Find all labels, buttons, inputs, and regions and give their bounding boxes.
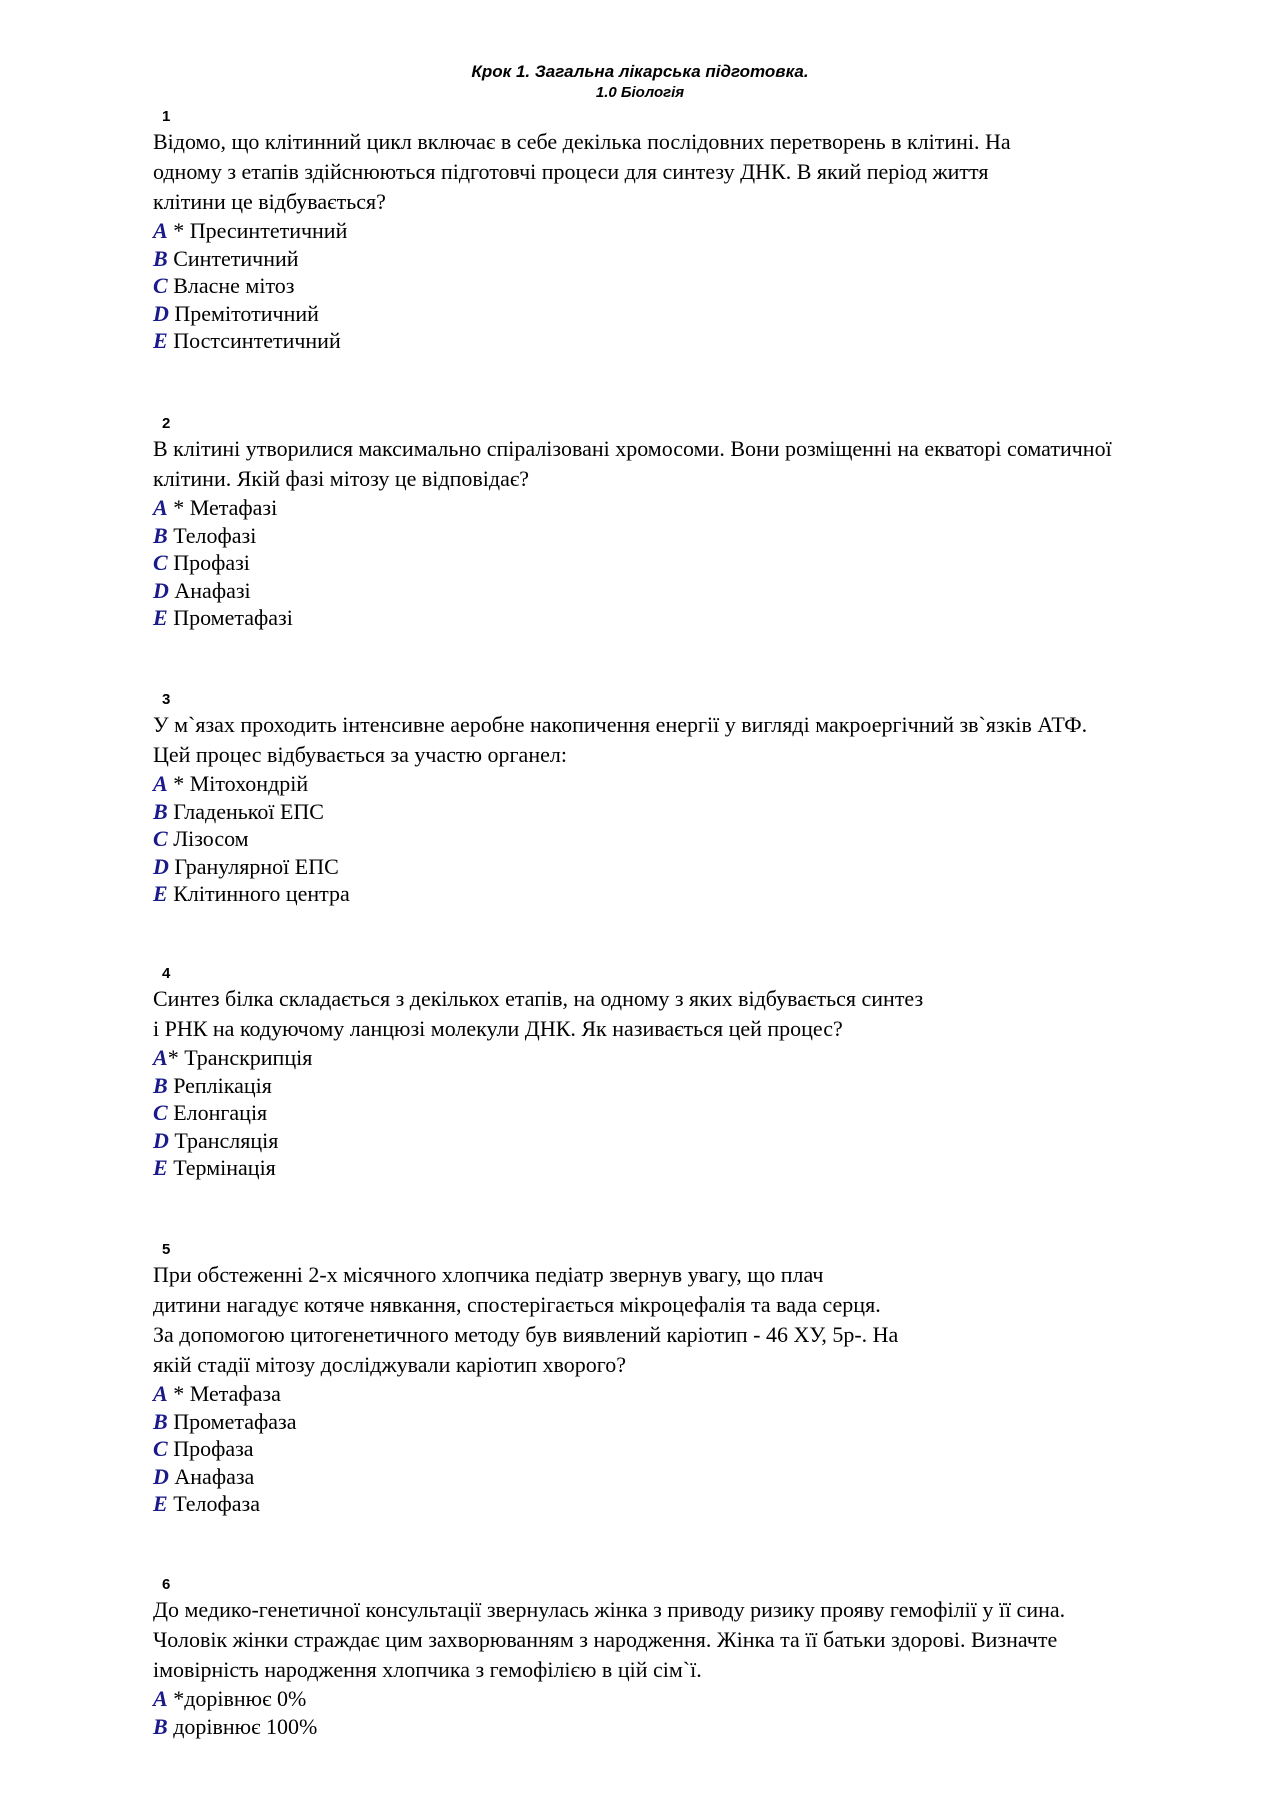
question-number: 5 <box>162 1241 171 1258</box>
answer-option-text: * Транскрипція <box>167 1045 313 1070</box>
answer-option <box>153 770 1233 798</box>
question-text-line: Відомо, що клітинний цикл включає в себе декілька послідовних перетворень в клітині. На <box>153 129 1011 154</box>
answer-option-text: дорівнює 100% <box>167 1713 318 1739</box>
answer-option <box>153 1099 1233 1127</box>
question-text-line: клітини. Якій фазі мітозу це відповідає? <box>153 466 530 491</box>
answer-option-text: Власне мітоз <box>167 273 295 298</box>
answer-option-text: Телофаза <box>167 1491 261 1516</box>
question-number: 3 <box>162 691 171 708</box>
document-subtitle: 1.0 Біологія <box>595 84 685 101</box>
question-block <box>153 1240 1233 1518</box>
answer-option-letter: C <box>153 826 168 851</box>
answer-option-letter: D <box>153 1463 169 1489</box>
answer-option-letter: B <box>153 1072 168 1098</box>
question-block <box>153 964 1233 1182</box>
question-block <box>153 107 1233 355</box>
answer-option-letter: A <box>153 1045 168 1070</box>
answer-option-text: * Метафаза <box>167 1381 281 1406</box>
answer-option-text: Профаза <box>167 1436 254 1461</box>
question-text-line: Цей процес відбувається за участю органел: <box>153 742 567 767</box>
answer-option <box>153 880 1233 908</box>
answer-option <box>153 245 1233 273</box>
question-number: 4 <box>162 965 171 982</box>
answer-option-letter: A <box>153 1381 168 1406</box>
answer-option-letter: D <box>153 1127 169 1153</box>
answer-option <box>153 1154 1233 1182</box>
answer-option-text: Анафазі <box>168 577 251 603</box>
answer-option <box>153 1463 1233 1491</box>
answer-option-text: Реплікація <box>167 1072 272 1098</box>
question-text <box>153 710 1233 770</box>
question-text-line: якій стадії мітозу досліджували каріотип хворого? <box>153 1352 626 1377</box>
question-text-line: В клітині утворилися максимально спіралізовані хромосоми. Вони розміщенні на екваторі соматичної <box>153 436 1112 461</box>
question-number: 6 <box>162 1576 171 1593</box>
question-block <box>153 690 1233 908</box>
question-text-line: При обстеженні 2-х місячного хлопчика педіатр звернув увагу, що плач <box>153 1262 824 1287</box>
question-text <box>153 1260 1233 1380</box>
answer-option-letter: B <box>153 245 168 271</box>
answer-option-letter: A <box>153 771 168 796</box>
question-text-line: До медико-генетичної консультації звернулась жінка з приводу ризику прояву гемофілії у її сина. <box>153 1597 1066 1622</box>
question-text-line: Чоловік жінки страждає цим захворюванням з народження. Жінка та її батьки здорові. Визначте <box>153 1627 1058 1652</box>
answer-option <box>153 825 1233 853</box>
answer-option <box>153 522 1233 550</box>
question-text-line: За допомогою цитогенетичного методу був виявлений каріотип - 46 ХУ, 5р-. На <box>153 1322 899 1347</box>
answer-option-letter: C <box>153 1100 168 1125</box>
answer-option-letter: A <box>153 1686 168 1711</box>
answer-option <box>153 1490 1233 1518</box>
answer-option-letter: C <box>153 1436 168 1461</box>
question-text-line: і РНК на кодуючому ланцюзі молекули ДНК. Як називається цей процес? <box>153 1016 843 1041</box>
answer-option-letter: A <box>153 495 168 520</box>
question-block <box>153 414 1233 632</box>
answer-option-text: *дорівнює 0% <box>167 1686 307 1711</box>
answer-option-letter: E <box>153 328 168 353</box>
answer-option <box>153 1380 1233 1408</box>
answer-option <box>153 549 1233 577</box>
answer-option-text: * Метафазі <box>167 495 278 520</box>
answer-option-text: Анафаза <box>168 1463 255 1489</box>
answer-option-text: Трансляція <box>168 1127 279 1153</box>
answer-option <box>153 217 1233 245</box>
answer-option-letter: B <box>153 798 168 824</box>
question-number: 2 <box>162 415 171 432</box>
answer-option-text: Клітинного центра <box>167 881 350 906</box>
answer-option-text: Премітотичний <box>168 300 319 326</box>
question-block <box>153 1575 1233 1740</box>
question-text <box>153 127 1233 217</box>
answer-option-text: Термінація <box>167 1155 276 1180</box>
question-text-line: дитини нагадує котяче нявкання, спостерігається мікроцефалія та вада серця. <box>153 1292 881 1317</box>
answer-option-letter: E <box>153 1155 168 1180</box>
answer-option <box>153 604 1233 632</box>
document-title: Крок 1. Загальна лікарська підготовка. <box>471 62 809 81</box>
answer-option <box>153 577 1233 605</box>
answer-option-letter: E <box>153 605 168 630</box>
answer-option-text: Елонгація <box>167 1100 268 1125</box>
answer-option <box>153 1127 1233 1155</box>
answer-option-letter: A <box>153 218 168 243</box>
answer-option-text: Гладенької ЕПС <box>167 798 324 824</box>
answer-option-letter: C <box>153 273 168 298</box>
question-text-line: У м`язах проходить інтенсивне аеробне накопичення енергії у вигляді макроергічний зв`язків АТФ. <box>153 712 1088 737</box>
answer-option-text: * Пресинтетичний <box>167 218 348 243</box>
answer-option <box>153 1435 1233 1463</box>
answer-option <box>153 1072 1233 1100</box>
answer-option-letter: D <box>153 300 169 326</box>
question-text <box>153 1595 1233 1685</box>
answer-option-text: Профазі <box>167 550 250 575</box>
answer-option <box>153 1044 1233 1072</box>
answer-option <box>153 300 1233 328</box>
answer-option <box>153 272 1233 300</box>
answer-option <box>153 853 1233 881</box>
answer-option-text: Лізосом <box>167 826 249 851</box>
answer-option-letter: D <box>153 853 169 879</box>
answer-option-text: * Мітохондрій <box>167 771 309 796</box>
answer-option <box>153 798 1233 826</box>
answer-option <box>153 327 1233 355</box>
answer-option-letter: D <box>153 577 169 603</box>
answer-option <box>153 1408 1233 1436</box>
question-text-line: Синтез білка складається з декількох етапів, на одному з яких відбувається синтез <box>153 986 924 1011</box>
answer-option <box>153 494 1233 522</box>
answer-option-letter: B <box>153 1408 168 1434</box>
answer-option <box>153 1713 1233 1741</box>
question-text-line: імовірність народження хлопчика з гемофілією в цій сім`ї. <box>153 1657 702 1682</box>
question-text <box>153 984 1233 1044</box>
answer-option-letter: C <box>153 550 168 575</box>
answer-option-text: Прометафазі <box>167 605 293 630</box>
answer-option-letter: E <box>153 1491 168 1516</box>
question-text-line: клітини це відбувається? <box>153 189 386 214</box>
answer-option-letter: B <box>153 522 168 548</box>
question-text-line: одному з етапів здійснюються підготовчі процеси для синтезу ДНК. В який період життя <box>153 159 989 184</box>
answer-option-text: Прометафаза <box>167 1408 297 1434</box>
question-text <box>153 434 1233 494</box>
answer-option <box>153 1685 1233 1713</box>
answer-option-text: Постсинтетичний <box>167 328 341 353</box>
answer-option-text: Синтетичний <box>167 245 299 271</box>
answer-option-text: Гранулярної ЕПС <box>168 853 339 879</box>
answer-option-letter: E <box>153 881 168 906</box>
question-number: 1 <box>162 108 171 125</box>
answer-option-text: Телофазі <box>167 522 257 548</box>
answer-option-letter: B <box>153 1713 168 1739</box>
